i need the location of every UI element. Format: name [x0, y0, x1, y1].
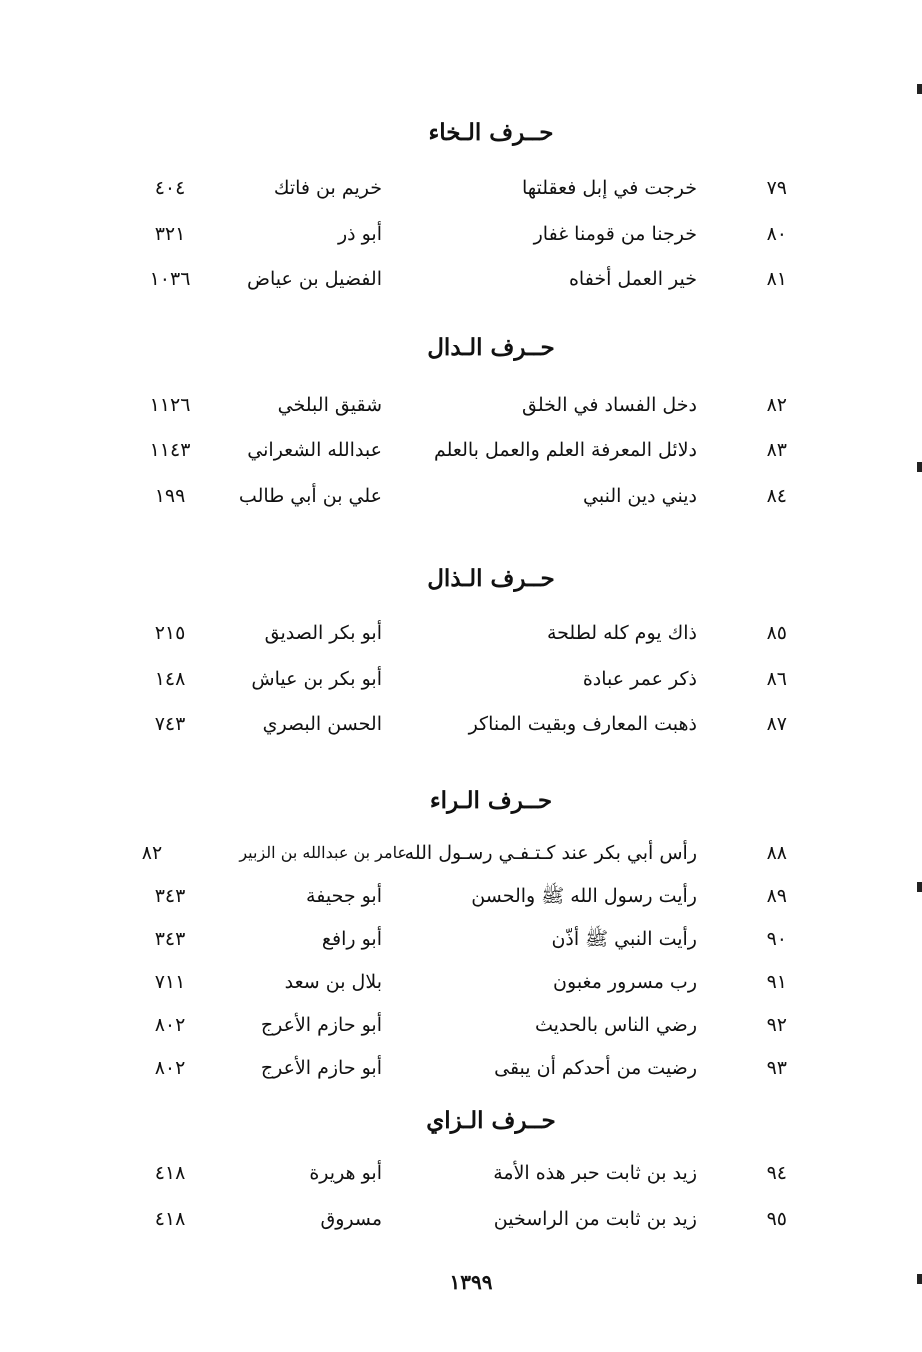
- entry-narrator: أبو جحيفة: [306, 885, 382, 907]
- index-row: [0, 172, 922, 204]
- entry-page: ٤٠٤: [154, 177, 186, 199]
- section-heading-daal: حــرف الـدال: [427, 334, 555, 361]
- scan-edge-mark: [917, 84, 922, 94]
- entry-phrase: خرجت في إبل فعقلتها: [521, 177, 697, 199]
- entry-page: ٧١١: [154, 971, 186, 993]
- entry-number: ٩٥: [766, 1208, 787, 1230]
- entry-page: ١٠٣٦: [149, 268, 191, 290]
- entry-number: ٨٩: [766, 885, 787, 907]
- entry-page: ٨٠٢: [154, 1057, 186, 1079]
- entry-phrase: رضي الناس بالحديث: [534, 1014, 697, 1036]
- index-row: [0, 480, 922, 512]
- entry-phrase: ذكر عمر عبادة: [582, 668, 697, 690]
- entry-phrase: زيد بن ثابت حبر هذه الأمة: [493, 1162, 697, 1184]
- section-heading-khaa: حــرف الـخاء: [428, 119, 554, 146]
- section-heading-thaal: حــرف الـذال: [427, 565, 555, 592]
- entry-phrase: رب مسرور مغبون: [553, 971, 697, 993]
- entry-number: ٨٤: [766, 485, 787, 507]
- entry-narrator: أبو حازم الأعرج: [260, 1014, 382, 1036]
- entry-narrator: عبدالله الشعراني: [247, 439, 382, 461]
- index-row: [0, 708, 922, 740]
- entry-narrator: أبو بكر بن عياش: [251, 668, 382, 690]
- entry-page: ٨٢: [141, 842, 163, 864]
- entry-narrator: علي بن أبي طالب: [238, 485, 382, 507]
- index-row: [0, 663, 922, 695]
- entry-number: ٨٠: [766, 223, 787, 245]
- index-row: [0, 1052, 922, 1084]
- entry-number: ٨٣: [766, 439, 787, 461]
- entry-number: ٨٥: [766, 622, 787, 644]
- entry-narrator: أبو حازم الأعرج: [260, 1057, 382, 1079]
- entry-narrator: بلال بن سعد: [284, 971, 382, 993]
- entry-narrator: الحسن البصري: [262, 713, 382, 735]
- entry-narrator: مسروق: [320, 1208, 382, 1230]
- entry-page: ١٤٨: [154, 668, 186, 690]
- entry-number: ٨٦: [766, 668, 787, 690]
- entry-narrator: أبو بكر الصديق: [264, 622, 382, 644]
- index-row: [0, 389, 922, 421]
- entry-number: ٨٨: [766, 842, 787, 864]
- entry-page: ٤١٨: [154, 1162, 186, 1184]
- entry-number: ٩٤: [766, 1162, 787, 1184]
- entry-phrase: رأيت رسول الله ﷺ والحسن: [471, 885, 697, 907]
- index-row: [0, 966, 922, 998]
- entry-page: ٣٤٣: [154, 885, 186, 907]
- page-number: ١٣٩٩: [449, 1270, 493, 1294]
- entry-narrator: خريم بن فاتك: [273, 177, 382, 199]
- index-row: [0, 923, 922, 955]
- entry-page: ١١٤٣: [149, 439, 191, 461]
- entry-phrase: خرجنا من قومنا غفار: [533, 223, 697, 245]
- entry-narrator: شقيق البلخي: [277, 394, 382, 416]
- index-row: [0, 263, 922, 295]
- index-row: [0, 434, 922, 466]
- entry-number: ٩٠: [766, 928, 787, 950]
- entry-narrator: أبو رافع: [321, 928, 382, 950]
- index-row: [0, 837, 922, 869]
- scan-edge-mark: [917, 462, 922, 472]
- entry-phrase: رضيت من أحدكم أن يبقى: [494, 1057, 697, 1079]
- entry-narrator: عامر بن عبدالله بن الزبير: [239, 843, 407, 862]
- entry-phrase: ذاك يوم كله لطلحة: [546, 622, 697, 644]
- scan-edge-mark: [917, 882, 922, 892]
- index-row: [0, 880, 922, 912]
- index-row: [0, 1009, 922, 1041]
- entry-page: ٤١٨: [154, 1208, 186, 1230]
- entry-number: ٩١: [766, 971, 787, 993]
- entry-number: ٩٣: [766, 1057, 787, 1079]
- index-row: [0, 1157, 922, 1189]
- entry-phrase: خير العمل أخفاه: [568, 268, 697, 290]
- entry-page: ١١٢٦: [149, 394, 191, 416]
- entry-number: ٨٢: [766, 394, 787, 416]
- entry-number: ٧٩: [766, 177, 787, 199]
- index-row: [0, 617, 922, 649]
- entry-phrase: دلائل المعرفة العلم والعمل بالعلم: [433, 439, 697, 461]
- entry-phrase: رأيت النبي ﷺ أذّن: [551, 928, 697, 950]
- entry-phrase: ديني دين النبي: [583, 485, 697, 507]
- entry-phrase: دخل الفساد في الخلق: [522, 394, 697, 416]
- entry-narrator: أبو ذر: [337, 223, 382, 245]
- index-row: [0, 218, 922, 250]
- section-heading-zay: حــرف الـزاي: [426, 1107, 556, 1134]
- entry-page: ٣٤٣: [154, 928, 186, 950]
- entry-page: ١٩٩: [154, 485, 186, 507]
- entry-number: ٨١: [766, 268, 787, 290]
- entry-number: ٩٢: [766, 1014, 787, 1036]
- index-row: [0, 1203, 922, 1235]
- entry-phrase: رأس أبي بكر عند كـتـفـي رسـول الله: [404, 842, 697, 864]
- section-heading-raa: حــرف الـراء: [429, 787, 553, 814]
- scan-edge-mark: [917, 1274, 922, 1284]
- entry-narrator: أبو هريرة: [309, 1162, 382, 1184]
- entry-page: ٧٤٣: [154, 713, 186, 735]
- entry-phrase: ذهبت المعارف وبقيت المناكر: [468, 713, 697, 735]
- entry-page: ٨٠٢: [154, 1014, 186, 1036]
- entry-number: ٨٧: [766, 713, 787, 735]
- entry-page: ٢١٥: [154, 622, 186, 644]
- entry-page: ٣٢١: [154, 223, 186, 245]
- entry-narrator: الفضيل بن عياض: [247, 268, 382, 290]
- entry-phrase: زيد بن ثابت من الراسخين: [493, 1208, 697, 1230]
